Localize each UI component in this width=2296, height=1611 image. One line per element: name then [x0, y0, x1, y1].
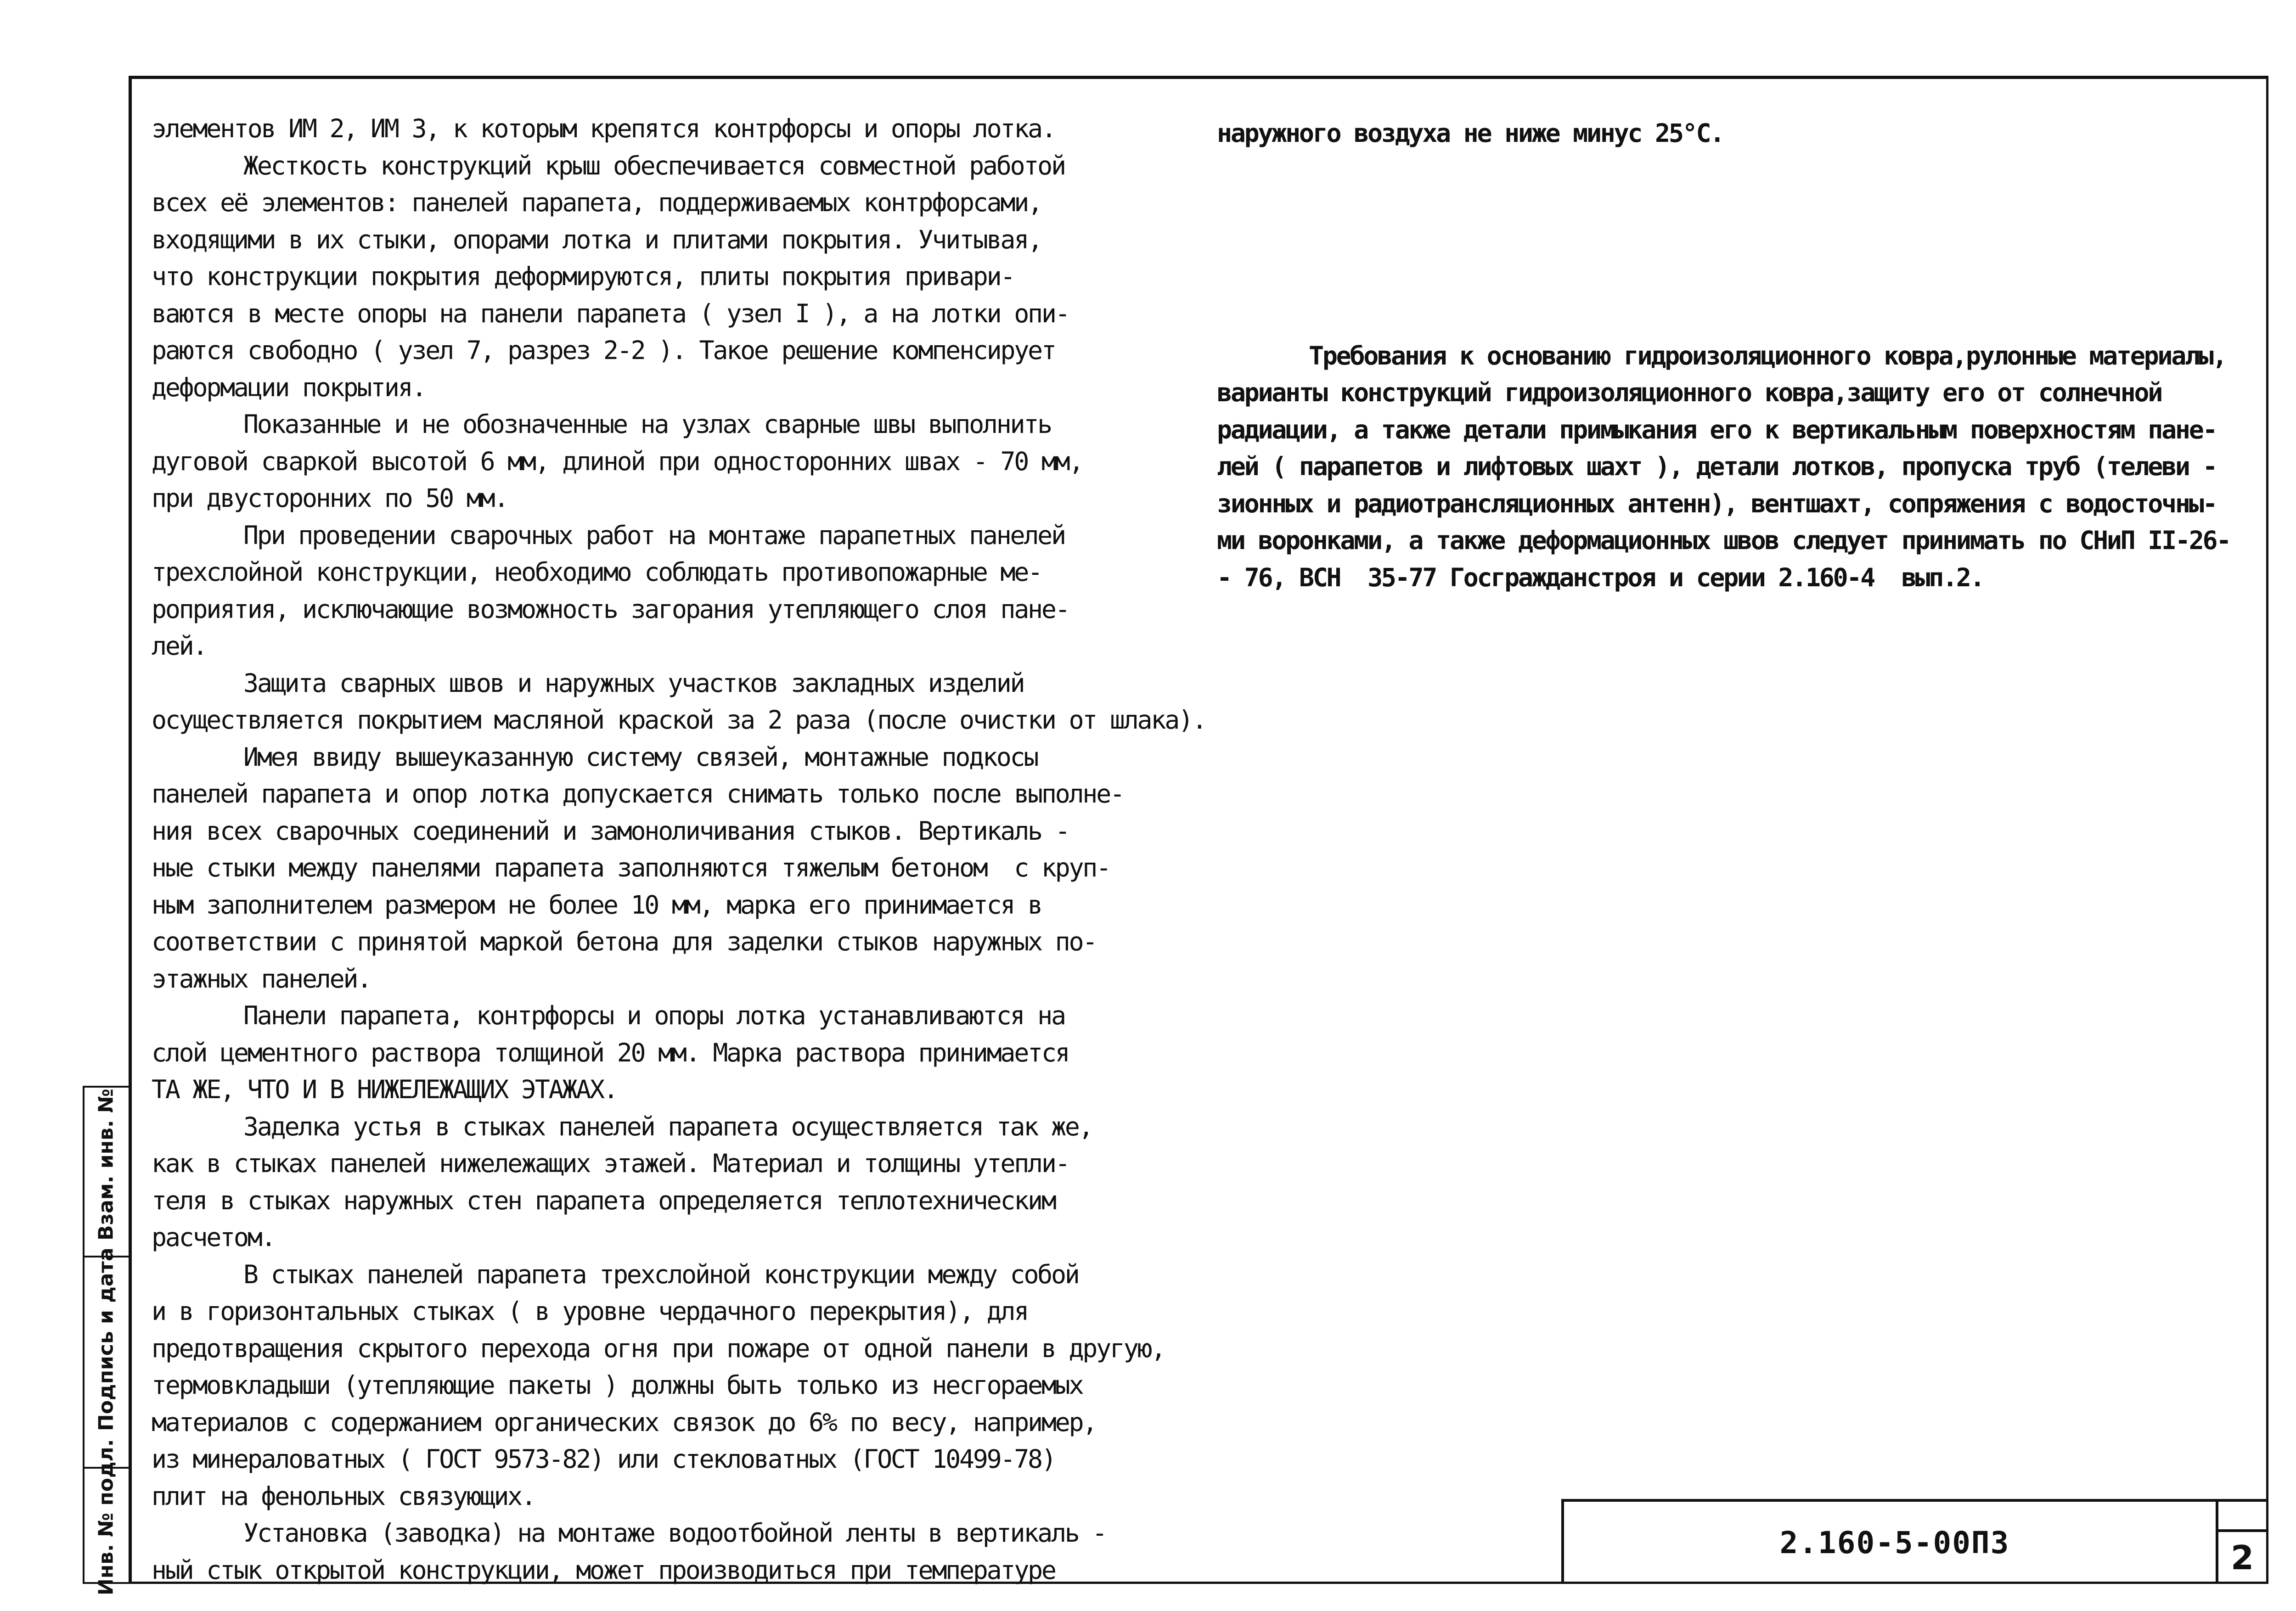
stub-field-signature-date — [84, 1247, 129, 1469]
left-text-column — [152, 110, 1221, 1589]
text-line: соответствии с принятой маркой бетона для заделки стыков наружных по- — [152, 927, 1097, 956]
text-line: трехслойной конструкции, необходимо соблюдать противопожарные ме- — [152, 557, 1041, 587]
text-line: термовкладыши (утепляющие пакеты ) должны быть только из несгораемых — [152, 1370, 1083, 1400]
text-line: радиации, а также детали примыкания его к вертикальным поверхностям пане- — [1217, 415, 2217, 444]
text-line: теля в стыках наружных стен парапета определяется теплотехническим — [152, 1185, 1055, 1215]
text-line: лей ( парапетов и лифтовых шахт ), детали лотков, пропуска труб (телеви - — [1217, 452, 2217, 481]
text-line: ным заполнителем размером не более 10 мм, марка его принимается в — [152, 890, 1041, 920]
stub-label: Подпись и дата — [94, 1247, 118, 1431]
paragraph — [152, 1108, 1221, 1256]
stub-field-replaced-inv — [84, 1088, 129, 1257]
text-line: раются свободно ( узел 7, разрез 2-2 ). Такое решение компенсирует — [152, 336, 1055, 365]
text-line: Установка (заводка) на монтаже водоотбойной ленты в вертикаль - — [243, 1518, 1106, 1548]
paragraph — [152, 997, 1221, 1108]
text-line: деформации покрытия. — [152, 372, 426, 402]
text-line: ТА ЖЕ, ЧТО И В НИЖЕЛЕЖАЩИХ ЭТАЖАХ. — [152, 1075, 617, 1104]
text-line: из минераловатных ( ГОСТ 9573-82) или стекловатных (ГОСТ 10499-78) — [152, 1444, 1055, 1474]
paragraph — [152, 406, 1221, 517]
text-line: Показанные и не обозначенные на узлах сварные швы выполнить — [243, 410, 1051, 439]
sheet-number: 2 — [2230, 1538, 2254, 1577]
text-line: как в стыках панелей нижележащих этажей. Материал и толщины утепли- — [152, 1149, 1069, 1178]
paragraph — [152, 739, 1221, 998]
paragraph — [152, 665, 1221, 739]
text-line: слой цементного раствора толщиной 20 мм. Марка раствора принимается — [152, 1038, 1069, 1067]
paragraph — [152, 1256, 1221, 1515]
paragraph — [152, 1515, 1221, 1589]
text-line: ния всех сварочных соединений и замоноличивания стыков. Вертикаль - — [152, 816, 1069, 846]
text-line: Имея ввиду вышеуказанную систему связей, монтажные подкосы — [243, 742, 1038, 772]
document-designation: 2.160-5-00ПЗ — [1779, 1525, 2010, 1560]
text-line: ми воронками, а также деформационных швов следует принимать по СНиП II-26- — [1217, 526, 2230, 555]
text-line: предотвращения скрытого перехода огня при пожаре от одной панели в другую, — [152, 1333, 1165, 1363]
stub-label: Взам. инв. № — [94, 1089, 118, 1241]
text-line: что конструкции покрытия деформируются, плиты покрытия привари- — [152, 262, 1014, 291]
paragraph — [152, 147, 1221, 406]
paragraph — [1217, 115, 2259, 152]
text-line: и в горизонтальных стыках ( в уровне чердачного перекрытия), для — [152, 1297, 1028, 1326]
text-line: панелей парапета и опор лотка допускается снимать только после выполне- — [152, 779, 1124, 808]
text-line: варианты конструкций гидроизоляционного ковра,защиту его от солнечной — [1217, 378, 2162, 407]
text-line: ные стыки между панелями парапета заполняются тяжелым бетоном с круп- — [152, 853, 1110, 882]
text-line: всех её элементов: панелей парапета, поддерживаемых контрфорсами, — [152, 188, 1041, 217]
text-line: расчетом. — [152, 1223, 275, 1252]
text-line: зионных и радиотрансляционных антенн), вентшахт, сопряжения с водосточны- — [1217, 488, 2217, 518]
margin-stamp — [83, 1086, 129, 1595]
text-line: ваются в месте опоры на панели парапета ( узел I ), а на лотки опи- — [152, 298, 1069, 328]
text-line: этажных панелей. — [152, 964, 371, 994]
text-line: материалов с содержанием органических связок до 6% по весу, например, — [152, 1407, 1097, 1437]
text-line: при двусторонних по 50 мм. — [152, 483, 508, 513]
text-line: Жесткость конструкций крыш обеспечивается совместной работой — [243, 151, 1065, 180]
text-line: входящими в их стыки, опорами лотка и плитами покрытия. Учитывая, — [152, 225, 1041, 254]
text-line: Заделка устья в стыках панелей парапета осуществляется так же, — [243, 1111, 1092, 1141]
text-line: - 76, ВСН 35-77 Госгражданстроя и серии 2.160-4 вып.2. — [1217, 562, 1984, 592]
paragraph — [152, 110, 1221, 147]
sheet-number-cell — [2216, 1502, 2266, 1584]
text-line: дуговой сваркой высотой 6 мм, длиной при односторонних швах - 70 мм, — [152, 446, 1083, 476]
text-line: роприятия, исключающие возможность загорания утепляющего слоя пане- — [152, 594, 1069, 624]
paragraph — [152, 517, 1221, 665]
text-line: Панели парапета, контрфорсы и опоры лотка устанавливаются на — [243, 1001, 1065, 1030]
title-block — [1561, 1499, 2268, 1584]
stub-label: Инв. № подл. — [94, 1439, 118, 1595]
text-line: лей. — [152, 631, 207, 661]
text-line: элементов ИМ 2, ИМ 3, к которым крепятся контрфорсы и опоры лотка. — [152, 114, 1055, 143]
stub-field-original-inv — [84, 1439, 129, 1595]
text-line: ный стык открытой конструкции, может производиться при температуре — [152, 1555, 1055, 1585]
text-line: плит на фенольных связующих. — [152, 1481, 535, 1511]
text-line: При проведении сварочных работ на монтаже парапетных панелей — [243, 520, 1065, 550]
text-line: В стыках панелей парапета трехслойной конструкции между собой — [243, 1259, 1079, 1289]
text-line: Требования к основанию гидроизоляционного ковра,рулонные материалы, — [1309, 341, 2226, 370]
text-line: наружного воздуха не ниже минус 25°С. — [1217, 118, 1724, 148]
right-text-column — [1217, 115, 2259, 596]
paragraph — [1217, 337, 2259, 596]
text-line: осуществляется покрытием масляной краской за 2 раза (после очистки от шлака). — [152, 705, 1206, 735]
text-line: Защита сварных швов и наружных участков закладных изделий — [243, 668, 1024, 698]
